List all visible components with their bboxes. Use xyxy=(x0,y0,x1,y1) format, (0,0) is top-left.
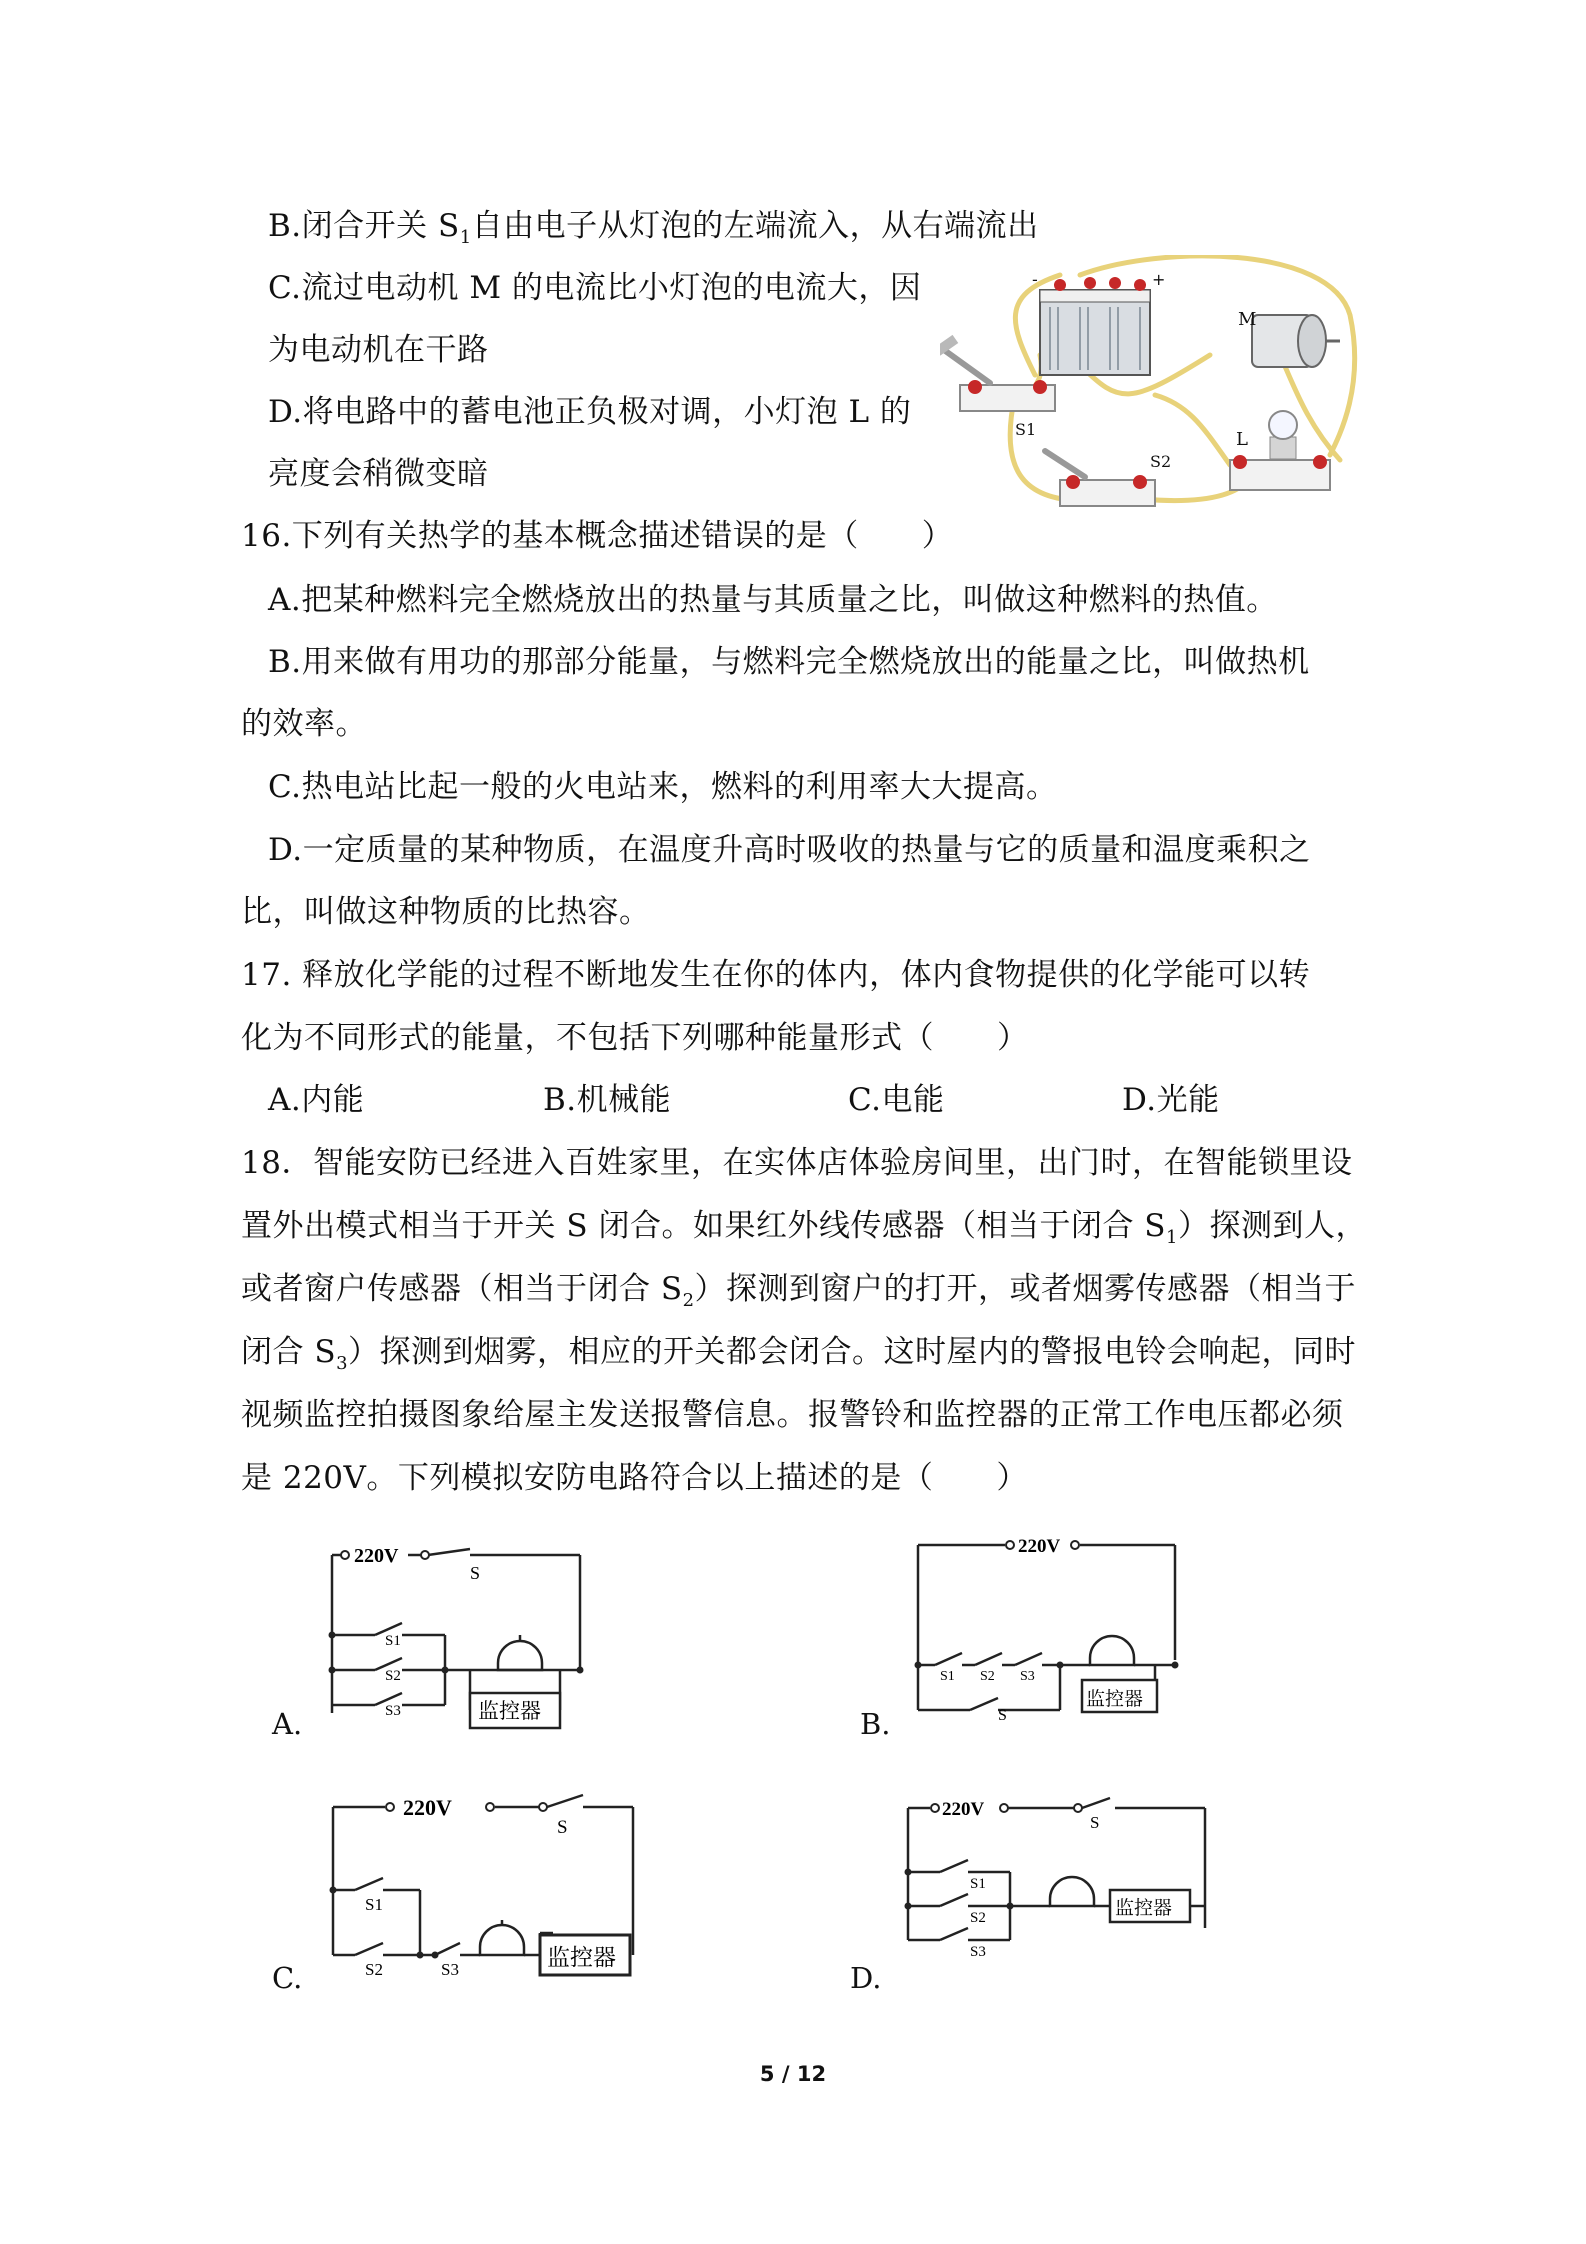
q18-stem-line5: 视频监控拍摄图象给屋主发送报警信息。报警铃和监控器的正常工作电压都必须 xyxy=(241,1397,1344,1433)
circuit-c-s2-label: S2 xyxy=(365,1960,383,1979)
q15-circuit-figure xyxy=(940,255,1360,530)
q16-option-b-line1: B.用来做有用功的那部分能量，与燃料完全燃烧放出的能量之比，叫做热机 xyxy=(268,644,1310,680)
circuit-b-s2-label: S2 xyxy=(980,1669,995,1684)
q18-stem-line3: 或者窗户传感器（相当于闭合 $S_2$）探测到窗户的打开，或者烟雾传感器（相当于 xyxy=(241,1271,1357,1312)
circuit-d-label: D. xyxy=(850,1961,882,1995)
q16-option-c: C.热电站比起一般的火电站来，燃料的利用率大大提高。 xyxy=(268,769,1058,805)
q16-stem: 16.下列有关热学的基本概念描述错误的是（ ） xyxy=(241,518,954,554)
circuit-b-monitor: 监控器 xyxy=(1086,1688,1144,1710)
s2-label: S2 xyxy=(1150,452,1172,471)
page-number: 5 / 12 xyxy=(759,2062,827,2086)
circuit-d-monitor: 监控器 xyxy=(1115,1897,1173,1919)
circuit-b-label: B. xyxy=(860,1707,891,1741)
circuit-c-label: C. xyxy=(272,1961,303,1995)
battery-pack xyxy=(1032,270,1165,375)
q17-option-d: D.光能 xyxy=(1122,1082,1220,1118)
circuit-b-diagram xyxy=(910,1525,1190,1725)
motor-label: M xyxy=(1238,309,1257,330)
circuit-a-s-label: S xyxy=(470,1563,481,1583)
minus-label: - xyxy=(1032,270,1038,289)
circuit-d-diagram xyxy=(900,1790,1215,1990)
circuit-a-monitor: 监控器 xyxy=(478,1699,541,1723)
circuit-c-monitor: 监控器 xyxy=(547,1945,616,1971)
circuit-a-label: A. xyxy=(272,1707,303,1741)
q15-option-c-line1: C.流过电动机 M 的电流比小灯泡的电流大，因 xyxy=(268,270,922,306)
q17-option-a: A.内能 xyxy=(268,1082,365,1118)
q18-stem-line4: 闭合 $S_3$）探测到烟雾，相应的开关都会闭合。这时屋内的警报电铃会响起，同时 xyxy=(241,1334,1357,1375)
circuit-b-s1-label: S1 xyxy=(940,1669,955,1684)
circuit-d-voltage: 220V xyxy=(942,1799,985,1820)
switch-s2 xyxy=(1045,451,1171,506)
circuit-d-s1-label: S1 xyxy=(970,1876,986,1892)
circuit-b-s3-label: S3 xyxy=(1020,1669,1035,1684)
q16-option-a: A.把某种燃料完全燃烧放出的热量与其质量之比，叫做这种燃料的热值。 xyxy=(268,582,1278,618)
q18-stem-line2: 置外出模式相当于开关 S 闭合。如果红外线传感器（相当于闭合 $S_1$）探测到人， xyxy=(241,1208,1367,1249)
q18-stem-line1: 18．智能安防已经进入百姓家里，在实体店体验房间里，出门时，在智能锁里设 xyxy=(241,1145,1353,1181)
s1-label: S1 xyxy=(1015,420,1037,439)
switch-s1 xyxy=(940,335,1055,439)
q15-option-d-line1: D.将电路中的蓄电池正负极对调，小灯泡 L 的 xyxy=(268,394,912,430)
q17-option-b: B.机械能 xyxy=(543,1082,672,1118)
q15-option-d-line2: 亮度会稍微变暗 xyxy=(268,456,489,492)
q15-option-b: B.闭合开关 $S_1$自由电子从灯泡的左端流入，从右端流出 xyxy=(268,208,1039,249)
circuit-c-s3-label: S3 xyxy=(441,1960,459,1979)
circuit-a-diagram xyxy=(320,1535,590,1730)
circuit-a-s2-label: S2 xyxy=(385,1668,401,1684)
circuit-a-s3-label: S3 xyxy=(385,1703,401,1719)
circuit-c-s1-label: S1 xyxy=(365,1895,383,1914)
motor xyxy=(1238,309,1340,367)
q17-option-c: C.电能 xyxy=(848,1082,945,1118)
circuit-b-s-label: S xyxy=(998,1707,1007,1724)
q15-option-c-line2: 为电动机在干路 xyxy=(268,332,489,368)
plus-label: + xyxy=(1152,270,1166,289)
lamp-label: L xyxy=(1236,429,1248,450)
q17-stem-line1: 17. 释放化学能的过程不断地发生在你的体内，体内食物提供的化学能可以转 xyxy=(241,957,1311,993)
q16-option-b-line2: 的效率。 xyxy=(241,706,367,742)
q16-option-d-line2: 比，叫做这种物质的比热容。 xyxy=(241,894,651,930)
circuit-d-s3-label: S3 xyxy=(970,1944,986,1960)
circuit-d-s-label: S xyxy=(1090,1813,1100,1832)
circuit-c-voltage: 220V xyxy=(403,1795,452,1820)
circuit-a-voltage: 220V xyxy=(354,1545,399,1567)
q16-option-d-line1: D.一定质量的某种物质，在温度升高时吸收的热量与它的质量和温度乘积之 xyxy=(268,832,1311,868)
circuit-c-s-label: S xyxy=(557,1817,568,1838)
circuit-c-diagram xyxy=(325,1785,640,1985)
circuit-b-voltage: 220V xyxy=(1018,1536,1061,1557)
circuit-d-s2-label: S2 xyxy=(970,1910,986,1926)
q17-stem-line2: 化为不同形式的能量，不包括下列哪种能量形式（ ） xyxy=(241,1020,1029,1056)
q18-stem-line6: 是 220V。下列模拟安防电路符合以上描述的是（ ） xyxy=(241,1460,1028,1496)
circuit-a-s1-label: S1 xyxy=(385,1633,401,1649)
